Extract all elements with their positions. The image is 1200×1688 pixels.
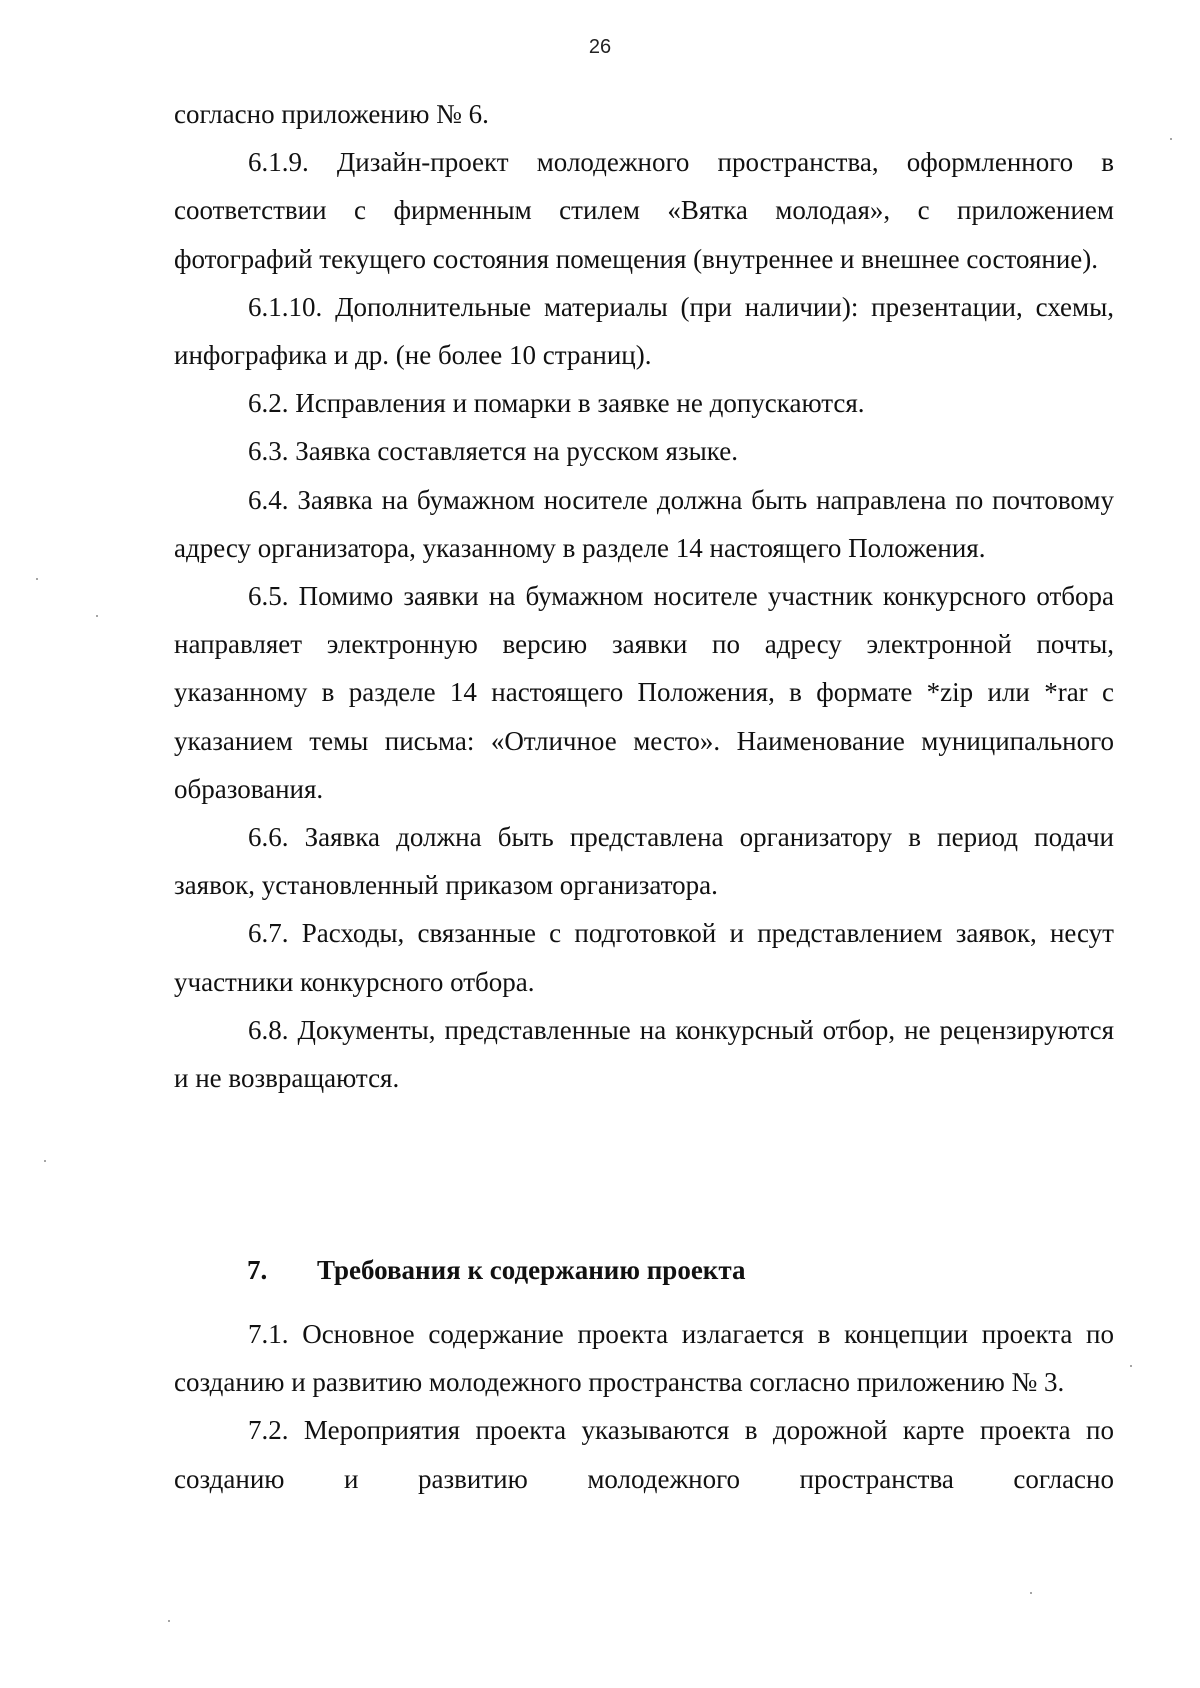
section-7-number: 7.	[247, 1255, 268, 1285]
document-body-section-7	[174, 1310, 1114, 1503]
paragraph-6-1-9: 6.1.9. Дизайн-проект молодежного пространства, оформленного в соответствии с фирменным стилем «Вятка молодая», с приложением фотографий текущего состояния помещения (внутреннее и внешнее состояние).	[174, 147, 1114, 274]
paragraph-continuation: согласно приложению № 6.	[174, 99, 489, 129]
paragraph-6-6: 6.6. Заявка должна быть представлена организатору в период подачи заявок, установленный приказом организатора.	[174, 822, 1114, 901]
section-7-title: Требования к содержанию проекта	[317, 1255, 746, 1285]
scan-speck	[44, 1160, 46, 1162]
paragraph-6-5: 6.5. Помимо заявки на бумажном носителе участник конкурсного отбора направляет электронную версию заявки по адресу электронной почты, указанному в разделе 14 настоящего Положения, в формате *zip или *rar с указанием темы письма: «Отличное место». Наименование муниципального образования.	[174, 581, 1114, 804]
scan-speck	[1170, 138, 1172, 140]
paragraph-6-4: 6.4. Заявка на бумажном носителе должна быть направлена по почтовому адресу организатора, указанному в разделе 14 настоящего Положения.	[174, 484, 1114, 563]
page-number: 26	[588, 36, 612, 58]
scan-speck	[1130, 1365, 1132, 1367]
paragraph-6-1-10: 6.1.10. Дополнительные материалы (при наличии): презентации, схемы, инфографика и др. (не более 10 страниц).	[174, 291, 1114, 371]
scan-speck	[96, 615, 98, 617]
scan-speck	[36, 578, 38, 580]
paragraph-7-1: 7.1. Основное содержание проекта излагается в концепции проекта по созданию и развитию молодежного пространства согласно приложению № 3.	[174, 1319, 1114, 1398]
paragraph-6-2: 6.2. Исправления и помарки в заявке не допускаются.	[248, 388, 865, 419]
scan-speck	[1030, 1592, 1032, 1594]
section-7-heading	[247, 1250, 745, 1290]
paragraph-6-3: 6.3. Заявка составляется на русском языке.	[248, 436, 738, 467]
paragraph-7-2: 7.2. Мероприятия проекта указываются в дорожной карте проекта по созданию и развитию молодежного пространства согласно	[174, 1415, 1114, 1494]
document-body-section-6	[174, 90, 1114, 1102]
scan-speck	[168, 1620, 170, 1622]
paragraph-6-8: 6.8. Документы, представленные на конкурсный отбор, не рецензируются и не возвращаются.	[174, 1014, 1114, 1094]
paragraph-6-7: 6.7. Расходы, связанные с подготовкой и представлением заявок, несут участники конкурсного отбора.	[174, 918, 1114, 997]
